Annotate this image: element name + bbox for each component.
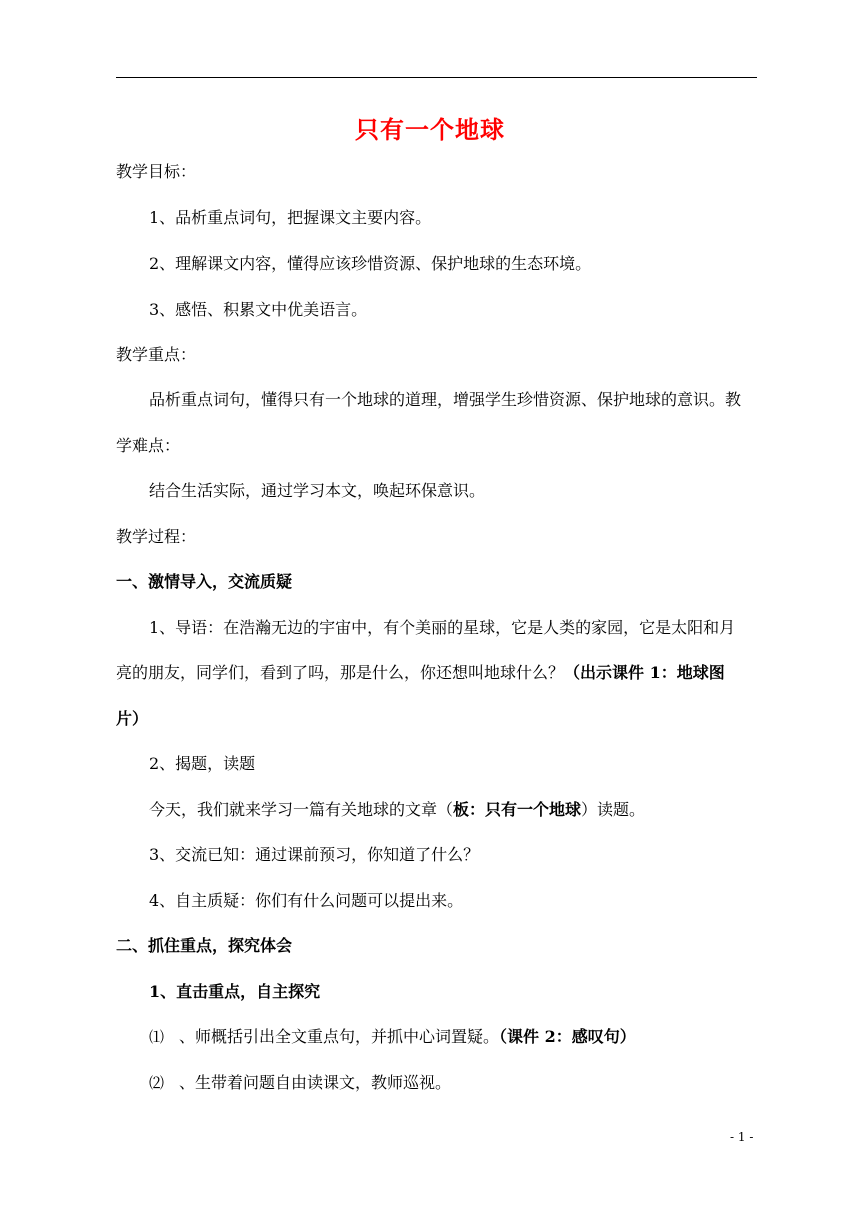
key-points-heading: 教学重点： [116, 345, 197, 364]
step1-number: ⑴ [149, 1028, 165, 1046]
key-points-line-2: 学难点： [116, 436, 181, 455]
section2-step1 [149, 1027, 757, 1047]
courseware-note-1: （出示课件 1：地球图 [564, 663, 725, 682]
header-rule [116, 77, 757, 78]
section1-item1-line2 [116, 663, 757, 683]
goal-item-1: 1、品析重点词句，把握课文主要内容。 [149, 208, 432, 227]
section1-item1-line2-text: 亮的朋友，同学们，看到了吗，那是什么，你还想叫地球什么？ [116, 663, 565, 682]
courseware-note-2: （课件 2：感叹句） [499, 1027, 636, 1046]
page-number: - 1 - [730, 1130, 754, 1144]
difficulty-text: 结合生活实际，通过学习本文，唤起环保意识。 [149, 481, 486, 500]
section1-item2: 2、揭题，读题 [149, 754, 256, 773]
board-note: 板：只有一个地球 [453, 800, 582, 819]
section1-heading: 一、激情导入，交流质疑 [116, 572, 293, 591]
step1-text: 、师概括引出全文重点句，并抓中心词置疑。 [179, 1027, 500, 1046]
step2-text: 、生带着问题自由读课文，教师巡视。 [179, 1073, 452, 1092]
goals-heading: 教学目标： [116, 162, 197, 181]
step2-number: ⑵ [149, 1074, 165, 1092]
item2-text-a: 今天，我们就来学习一篇有关地球的文章（ [149, 800, 454, 819]
section2-heading: 二、抓住重点，探究体会 [116, 936, 293, 955]
process-heading: 教学过程： [116, 527, 197, 546]
section2-step2 [149, 1073, 757, 1093]
section1-item1-line3: 片） [116, 709, 149, 728]
document-title: 只有一个地球 [355, 115, 505, 144]
section1-item4: 4、自主质疑：你们有什么问题可以提出来。 [149, 891, 464, 910]
goal-item-3: 3、感悟、积累文中优美语言。 [149, 300, 368, 319]
section1-item1-line1: 1、导语：在浩瀚无边的宇宙中，有个美丽的星球，它是人类的家园，它是太阳和月 [149, 618, 736, 637]
section2-sub1: 1、直击重点，自主探究 [149, 982, 321, 1001]
goal-item-2: 2、理解课文内容，懂得应该珍惜资源、保护地球的生态环境。 [149, 254, 592, 273]
item2-text-b: ）读题。 [581, 800, 646, 819]
key-points-line-1: 品析重点词句，懂得只有一个地球的道理，增强学生珍惜资源、保护地球的意识。教 [149, 390, 742, 409]
section1-item3: 3、交流已知：通过课前预习，你知道了什么？ [149, 845, 480, 864]
section1-item2-text [149, 800, 757, 820]
